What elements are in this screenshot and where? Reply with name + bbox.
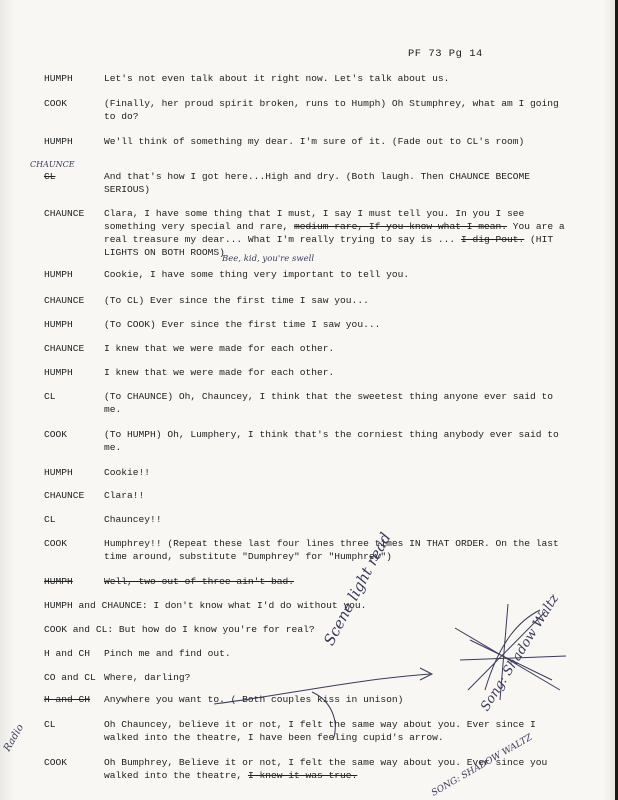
dialogue-text: Let's not even talk about it right now. Let's talk about us. (104, 73, 450, 84)
dialogue-text: Humphrey!! (Repeat these last four lines three times IN THAT ORDER. On the last time around, substitute "Dumphrey" for "Humphrey") (104, 538, 559, 562)
speaker-label: HUMPH (44, 467, 73, 478)
page-reference: PF 73 Pg 14 (408, 48, 483, 60)
handwritten-margin-note: Radio (2, 722, 27, 754)
speaker-label: HUMPH (44, 73, 73, 84)
star-stroke (455, 628, 560, 690)
speaker-label: H and CH (44, 694, 91, 705)
dialogue-text: And that's how I got here...High and dry. (Both laugh. Then CHAUNCE BECOME SERIOUS) (104, 171, 531, 195)
speaker-label: CL (44, 171, 56, 182)
dialogue-text: (To COOK) Ever since the first time I saw you... (104, 319, 381, 330)
arrow-stroke (214, 674, 430, 704)
dialogue-text: Pinch me and find out. (104, 648, 231, 659)
dialogue-text: We'll think of something my dear. I'm sure of it. (Fade out to CL's room) (104, 136, 525, 147)
dialogue-text: Clara, I have some thing that I must, I say I must tell you. In you I see something very special and rare, medium rare, If you know what I mean. You are a real treasure my dear... What I'm really trying to say is ... I dig Pout. (HIT LIGHTS ON BOTH ROOMS) (104, 208, 565, 258)
handwritten-inline-note: Bee, kid, you're swell (222, 254, 315, 264)
dialogue-text: Cookie, I have some thing very important to tell you. (104, 269, 410, 280)
speaker-label: HUMPH (44, 576, 73, 587)
handwritten-cue-note: Scene light read (320, 529, 395, 649)
star-stroke (460, 656, 566, 660)
dialogue-text: (To CL) Ever since the first time I saw you... (104, 295, 369, 306)
speaker-label: HUMPH (44, 367, 73, 378)
speaker-label: COOK (44, 538, 68, 549)
dialogue-text: I knew that we were made for each other. (104, 343, 335, 354)
speaker-label: CL (44, 719, 56, 730)
speaker-label: CHAUNCE (44, 490, 85, 501)
speaker-label: CHAUNCE (44, 295, 85, 306)
speaker-label: CL (44, 391, 56, 402)
speaker-label: HUMPH (44, 319, 73, 330)
handwritten-speaker-note: CHAUNCE (30, 160, 75, 169)
speaker-label: HUMPH (44, 136, 73, 147)
dialogue-text: (To CHAUNCE) Oh, Chauncey, I think that the sweetest thing anyone ever said to me. (104, 391, 554, 415)
speaker-label: CO and CL (44, 672, 96, 683)
dialogue-text: Anywhere you want to. ( Both couples kiss in unison) (104, 694, 404, 705)
speaker-label: CL (44, 514, 56, 525)
handwritten-song-note: Song: Shadow Waltz (478, 591, 563, 714)
bracket-stroke (312, 692, 335, 740)
handwritten-song-note-2: SONG: SHADOW WALTZ (430, 732, 535, 799)
speaker-label: CHAUNCE (44, 343, 85, 354)
dialogue-text: HUMPH and CHAUNCE: I don't know what I'd do without you. (44, 600, 367, 611)
dialogue-text: (Finally, her proud spirit broken, runs to Humph) Oh Stumphrey, what am I going to do? (104, 98, 559, 122)
dialogue-text: COOK and CL: But how do I know you're for real? (44, 624, 315, 635)
dialogue-text: Chauncey!! (104, 514, 162, 525)
dialogue-text: Cookie!! (104, 467, 151, 478)
speaker-label: COOK (44, 98, 68, 109)
speaker-label: COOK (44, 429, 68, 440)
speaker-label: CHAUNCE (44, 208, 85, 219)
speaker-label: H and CH (44, 648, 91, 659)
dialogue-text: Clara!! (104, 490, 145, 501)
dialogue-text: Well, two out of three ain't bad. (104, 576, 294, 587)
dialogue-text: Oh Bumphrey, Believe it or not, I felt the same way about you. Ever since you walked into the theatre, I knew it was true. (104, 757, 548, 781)
star-stroke (500, 604, 508, 700)
dialogue-text: (To HUMPH) Oh, Lumphery, I think that's the corniest thing anybody ever said to me. (104, 429, 559, 453)
speaker-label: HUMPH (44, 269, 73, 280)
star-stroke (485, 610, 540, 690)
dialogue-text: Where, darling? (104, 672, 191, 683)
dialogue-text: Oh Chauncey, believe it or not, I felt the same way about you. Ever since I walked into the theatre, I have been feeling cupid's arrow. (104, 719, 536, 743)
dialogue-text: I knew that we were made for each other. (104, 367, 335, 378)
speaker-label: COOK (44, 757, 68, 768)
